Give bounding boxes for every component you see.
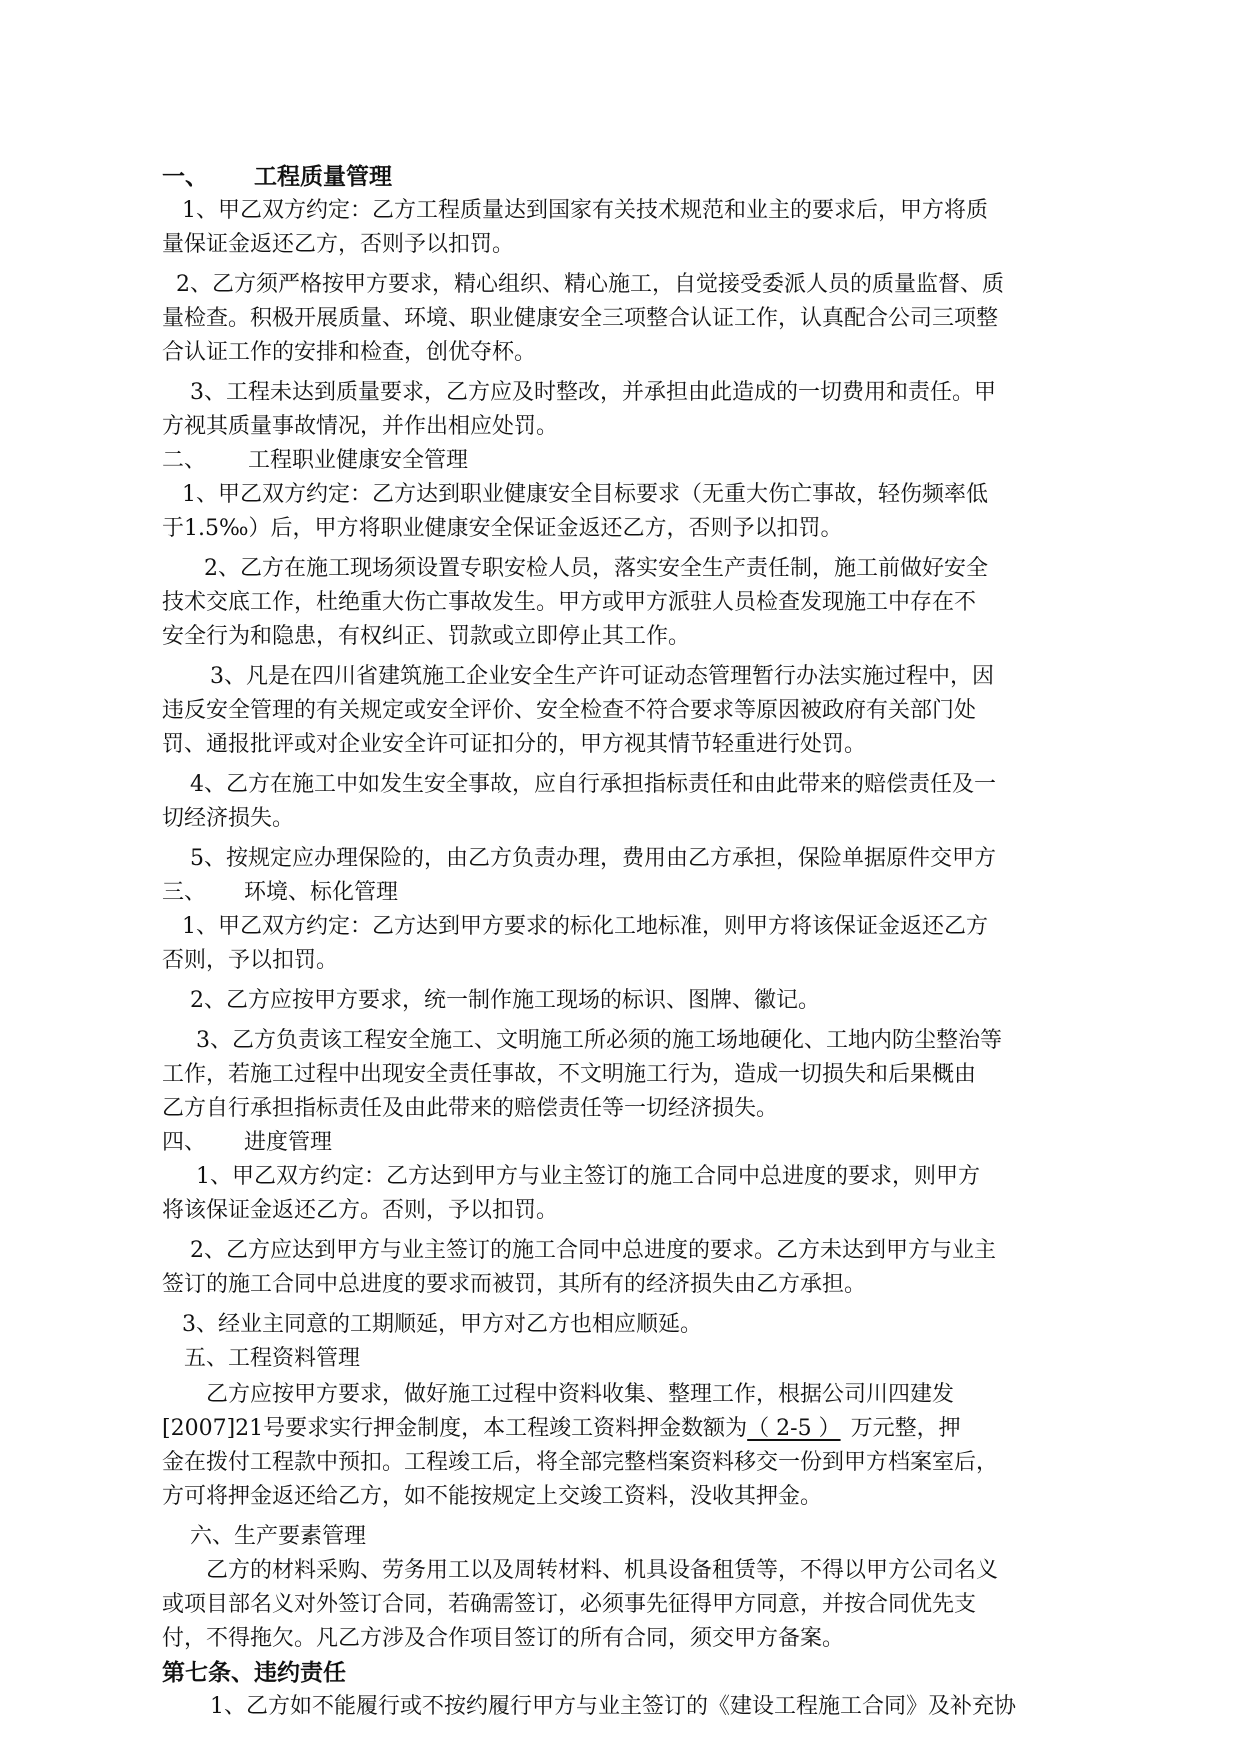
paragraph-line: 3、乙方负责该工程安全施工、文明施工所必须的施工场地硬化、工地内防尘整治等 xyxy=(196,1028,1002,1053)
paragraph-line-deposit xyxy=(162,1412,1102,1446)
paragraph-line: 工作，若施工过程中出现安全责任事故，不文明施工行为，造成一切损失和后果概由 xyxy=(162,1062,977,1087)
section-title: 工程职业健康安全管理 xyxy=(248,448,469,473)
paragraph-line: 2、乙方应达到甲方与业主签订的施工合同中总进度的要求。乙方未达到甲方与业主 xyxy=(190,1238,996,1263)
paragraph-line: 方视其质量事故情况，并作出相应处罚。 xyxy=(162,414,559,439)
section-heading-environment xyxy=(162,876,1102,910)
section-heading-safety xyxy=(162,444,1102,478)
section-heading-production: 六、生产要素管理 xyxy=(190,1524,367,1549)
paragraph-line: 签订的施工合同中总进度的要求而被罚，其所有的经济损失由乙方承担。 xyxy=(162,1272,867,1297)
section-number: 一、 xyxy=(162,164,208,190)
paragraph-line: 3、凡是在四川省建筑施工企业安全生产许可证动态管理暂行办法实施过程中，因 xyxy=(210,664,994,689)
paragraph-line: 合认证工作的安排和检查，创优夺杯。 xyxy=(162,340,537,365)
paragraph-line: 量检查。积极开展质量、环境、职业健康安全三项整合认证工作，认真配合公司三项整 xyxy=(162,306,999,331)
paragraph-line: 方可将押金返还给乙方，如不能按规定上交竣工资料，没收其押金。 xyxy=(162,1484,823,1509)
paragraph-line: 量保证金返还乙方，否则予以扣罚。 xyxy=(162,232,515,257)
paragraph-line: 切经济损失。 xyxy=(162,806,295,831)
paragraph-line: 1、甲乙双方约定：乙方工程质量达到国家有关技术规范和业主的要求后，甲方将质 xyxy=(182,198,988,223)
paragraph-line: 乙方的材料采购、劳务用工以及周转材料、机具设备租赁等，不得以甲方公司名义 xyxy=(206,1558,999,1583)
section-heading-progress xyxy=(162,1126,1102,1160)
section-title: 工程质量管理 xyxy=(254,164,392,190)
section-title: 进度管理 xyxy=(244,1130,333,1155)
paragraph-line: 2、乙方应按甲方要求，统一制作施工现场的标识、图牌、徽记。 xyxy=(190,988,820,1013)
section-number: 二、 xyxy=(162,448,207,473)
section-heading-documents: 五、工程资料管理 xyxy=(184,1346,361,1371)
section-number: 三、 xyxy=(162,880,207,905)
deposit-text: [2007]21号要求实行押金制度，本工程竣工资料押金数额为 xyxy=(162,1416,748,1441)
paragraph-line: 罚、通报批评或对企业安全许可证扣分的，甲方视其情节轻重进行处罚。 xyxy=(162,732,867,757)
section-heading-quality xyxy=(162,160,1102,194)
paragraph-line: 安全行为和隐患，有权纠正、罚款或立即停止其工作。 xyxy=(162,624,691,649)
deposit-text-end: 万元整，押 xyxy=(850,1416,961,1441)
paragraph-line: 否则，予以扣罚。 xyxy=(162,948,339,973)
paragraph-line: 付，不得拖欠。凡乙方涉及合作项目签订的所有合同，须交甲方备案。 xyxy=(162,1626,845,1651)
paragraph-line: 于1.5‰）后，甲方将职业健康安全保证金返还乙方，否则予以扣罚。 xyxy=(162,516,843,541)
paragraph-line: 3、经业主同意的工期顺延，甲方对乙方也相应顺延。 xyxy=(182,1312,702,1337)
paragraph-line: 将该保证金返还乙方。否则，予以扣罚。 xyxy=(162,1198,559,1223)
deposit-amount: （ 2-5 ） xyxy=(747,1416,841,1441)
paragraph-line: 金在拨付工程款中预扣。工程竣工后，将全部完整档案资料移交一份到甲方档案室后， xyxy=(162,1450,999,1475)
paragraph-line: 4、乙方在施工中如发生安全事故，应自行承担指标责任和由此带来的赔偿责任及一 xyxy=(190,772,996,797)
paragraph-line: 3、工程未达到质量要求，乙方应及时整改，并承担由此造成的一切费用和责任。甲 xyxy=(190,380,996,405)
paragraph-line: 乙方应按甲方要求，做好施工过程中资料收集、整理工作，根据公司川四建发 xyxy=(206,1382,955,1407)
section-number: 四、 xyxy=(162,1130,207,1155)
paragraph-line: 1、甲乙双方约定：乙方达到甲方要求的标化工地标准，则甲方将该保证金返还乙方 xyxy=(182,914,988,939)
paragraph-line: 违反安全管理的有关规定或安全评价、安全检查不符合要求等原因被政府有关部门处 xyxy=(162,698,977,723)
paragraph-line: 5、按规定应办理保险的，由乙方负责办理，费用由乙方承担，保险单据原件交甲方 xyxy=(190,846,996,871)
paragraph-line: 乙方自行承担指标责任及由此带来的赔偿责任等一切经济损失。 xyxy=(162,1096,779,1121)
paragraph-line: 2、乙方须严格按甲方要求，精心组织、精心施工，自觉接受委派人员的质量监督、质 xyxy=(176,272,1004,297)
paragraph-line: 1、乙方如不能履行或不按约履行甲方与业主签订的《建设工程施工合同》及补充协 xyxy=(210,1694,1016,1719)
section-heading-liability: 第七条、违约责任 xyxy=(162,1660,346,1686)
paragraph-line: 2、乙方在施工现场须设置专职安检人员，落实安全生产责任制，施工前做好安全 xyxy=(204,556,988,581)
paragraph-line: 或项目部名义对外签订合同，若确需签订，必须事先征得甲方同意，并按合同优先支 xyxy=(162,1592,977,1617)
paragraph-line: 1、甲乙双方约定：乙方达到职业健康安全目标要求（无重大伤亡事故，轻伤频率低 xyxy=(182,482,988,507)
section-title: 环境、标化管理 xyxy=(244,880,399,905)
paragraph-line: 技术交底工作，杜绝重大伤亡事故发生。甲方或甲方派驻人员检查发现施工中存在不 xyxy=(162,590,977,615)
paragraph-line: 1、甲乙双方约定：乙方达到甲方与业主签订的施工合同中总进度的要求，则甲方 xyxy=(196,1164,980,1189)
document-page xyxy=(162,158,1102,1724)
